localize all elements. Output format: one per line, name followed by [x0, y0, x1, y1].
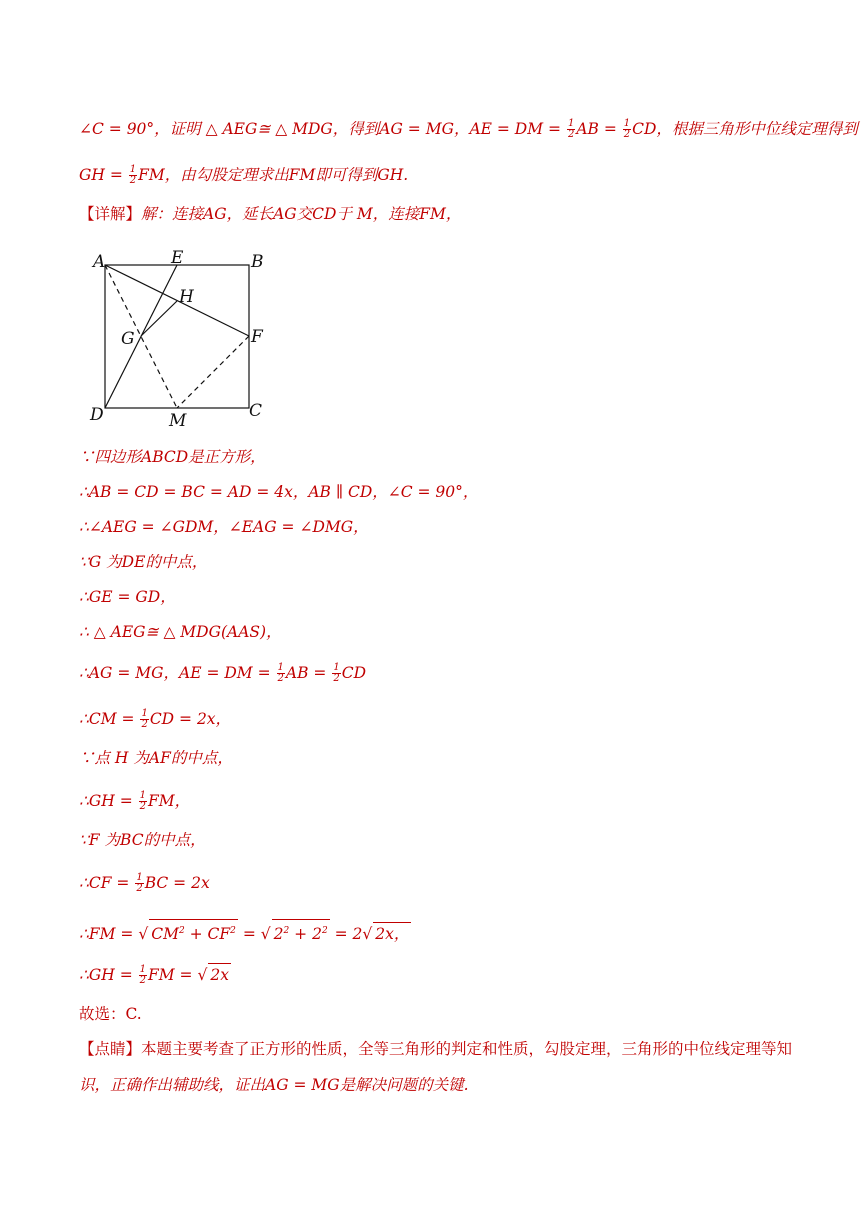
segment-gh — [141, 301, 177, 336]
fraction: $\frac{1}{2}$ — [139, 789, 146, 812]
proof-step: ∴AG = MG，AE = DM = $\frac{1}{2}$ AB = $\frac{1}{2}$ CD — [79, 661, 367, 684]
intro-text: GH = — [79, 166, 128, 184]
fraction: $\frac{1}{2}$ — [623, 117, 631, 140]
fraction: $\frac{1}{2}$ — [139, 963, 146, 986]
intro-text: FM，由勾股定理求出FM即可得到GH. — [138, 166, 409, 184]
detail-text: 解：连接AG，延长AG交CD于 M，连接FM， — [141, 205, 462, 223]
comment-text: 本题主要考查了正方形的性质，全等三角形的判定和性质，勾股定理，三角形的中位线定理等知 — [141, 1040, 793, 1058]
label-g: G — [121, 329, 135, 349]
fraction: $\frac{1}{2}$ — [129, 163, 137, 186]
sqrt-sign: √ — [197, 966, 208, 984]
proof-step: ∵四边形ABCD是正方形， — [79, 448, 266, 466]
segment-af — [105, 265, 249, 336]
label-f: F — [251, 327, 263, 347]
proof-step: ∴CM = $\frac{1}{2}$ CD = 2x， — [79, 707, 232, 730]
proof-step: ∴FM = √ $CM^2 + CF^2$ = √ $2^2 + 2^2 = 2√$ 2x， — [79, 919, 411, 945]
segment-fm-dashed — [177, 336, 249, 408]
answer-line: 故选：C. — [79, 1005, 142, 1023]
proof-step: ∴CF = $\frac{1}{2}$ BC = 2x — [79, 871, 210, 894]
label-c: C — [249, 401, 263, 421]
intro-text: ，证明 △ AEG≅ △ MDG，得到AG = MG，AE = DM = — [154, 120, 566, 138]
label-b: B — [251, 252, 264, 272]
intro-line-2 — [79, 164, 408, 187]
detail-tag: 【详解】 — [79, 205, 142, 223]
square-figure — [85, 245, 275, 430]
sqrt-radicand: 2x， — [373, 922, 411, 945]
proof-step: ∴GE = GD， — [79, 588, 176, 606]
proof-step: ∴GH = $\frac{1}{2}$ FM， — [79, 789, 191, 812]
intro-text: ∠C = 90° — [79, 120, 155, 138]
sqrt-sign: √ — [138, 925, 149, 943]
fraction: $\frac{1}{2}$ — [141, 707, 148, 730]
fraction: $\frac{1}{2}$ — [333, 661, 340, 684]
proof-step: ∵F 为BC的中点， — [79, 831, 206, 849]
fraction: $\frac{1}{2}$ — [277, 661, 284, 684]
proof-step: ∴AB = CD = BC = AD = 4x，AB ∥ CD，∠C = 90°， — [79, 483, 479, 501]
intro-text: CD，根据三角形中位线定理得到 — [632, 120, 858, 138]
comment-line-2: 识，正确作出辅助线，证出AG = MG是解决问题的关键. — [79, 1076, 469, 1094]
sqrt-radicand: $CM^2 + CF^2$ — [149, 919, 238, 945]
sqrt-radicand: $2^2 + 2^2$ — [272, 919, 330, 945]
intro-line-1 — [79, 118, 858, 141]
intro-text: AB = — [576, 120, 622, 138]
label-m: M — [169, 411, 187, 430]
fraction: $\frac{1}{2}$ — [136, 871, 143, 894]
comment-tag: 【点睛】 — [79, 1040, 142, 1058]
detail-line — [79, 203, 461, 225]
proof-step: ∴∠AEG = ∠GDM，∠EAG = ∠DMG， — [79, 518, 369, 536]
proof-step: ∴GH = $\frac{1}{2}$ FM = √ 2x — [79, 963, 229, 986]
fraction: $\frac{1}{2}$ — [567, 117, 575, 140]
label-e: E — [171, 248, 184, 268]
label-h: H — [179, 287, 194, 307]
label-d: D — [90, 405, 104, 425]
sqrt-radicand: 2x — [208, 963, 231, 986]
comment-line-1 — [79, 1038, 792, 1060]
label-a: A — [93, 252, 106, 272]
sqrt-sign: √ — [260, 925, 271, 943]
sqrt-sign: √ — [362, 925, 373, 943]
proof-step: ∵G 为DE的中点， — [79, 553, 208, 571]
proof-step: ∵点 H 为AF的中点， — [79, 749, 233, 767]
proof-step: ∴ △ AEG≅ △ MDG(AAS)， — [79, 623, 282, 641]
